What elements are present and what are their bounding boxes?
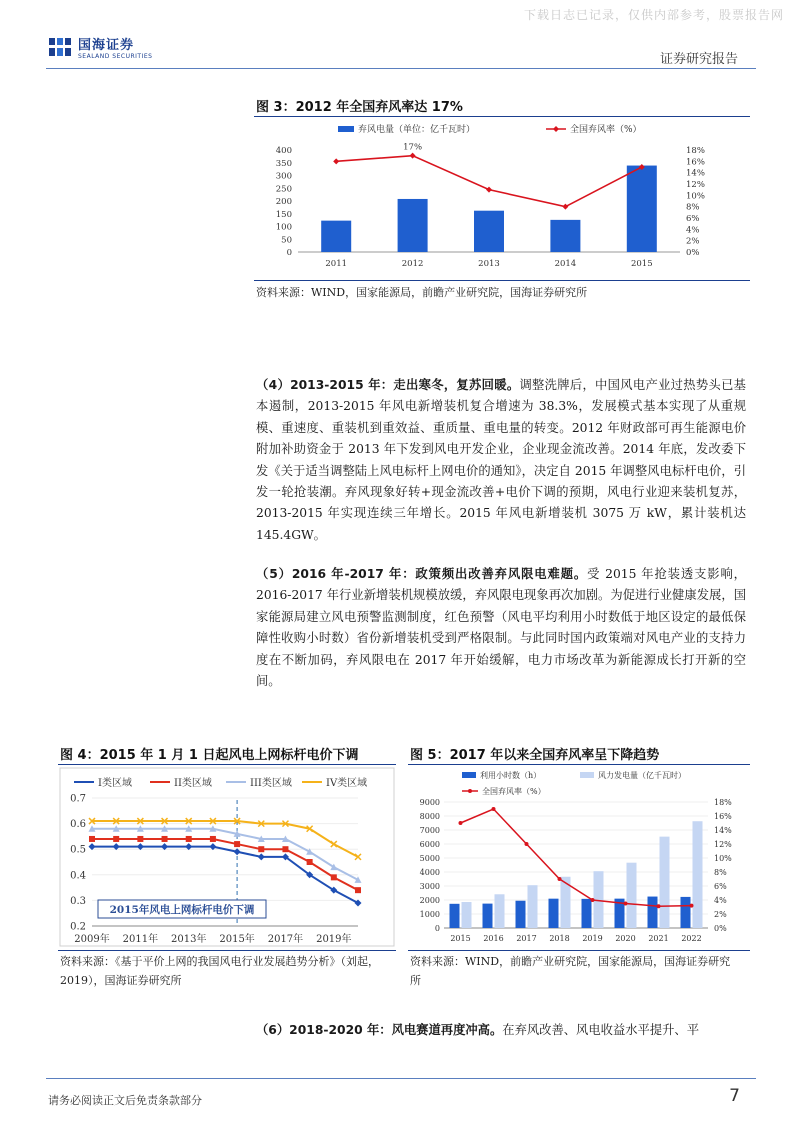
series-line-3 xyxy=(92,829,358,880)
x-tick-label: 2011 xyxy=(325,259,348,269)
x-tick-label: 2017 xyxy=(516,934,537,943)
x-tick-label: 2018 xyxy=(549,934,570,943)
bar-2015 xyxy=(627,166,657,252)
y-tick-label: 0.5 xyxy=(70,844,86,856)
x-tick-label: 2016 xyxy=(483,934,504,943)
x-tick-label: 2012 xyxy=(401,259,424,269)
left-tick-label: 300 xyxy=(275,171,292,182)
legend-label-2: II类区域 xyxy=(174,778,212,789)
right-tick-label: 4% xyxy=(686,225,700,236)
figure3-chart xyxy=(256,118,748,278)
y-tick-label: 0.7 xyxy=(70,793,86,805)
right-tick-label: 6% xyxy=(714,882,727,891)
company-logo xyxy=(48,30,168,64)
watermark: 下载日志已记录，仅供内部参考，股票报告网 xyxy=(523,8,784,22)
left-tick-label: 0 xyxy=(434,924,440,933)
legend-bar-label: 弃风电量（单位：亿千瓦时） xyxy=(358,125,476,135)
generation-bar-2017 xyxy=(528,885,538,928)
series-2-point xyxy=(113,836,119,842)
page-number: 7 xyxy=(729,1086,740,1106)
x-tick-label: 2022 xyxy=(681,934,702,943)
hours-bar-2015 xyxy=(450,904,460,928)
right-tick-label: 8% xyxy=(686,202,700,213)
bar-2013 xyxy=(474,211,504,252)
footer-divider xyxy=(46,1078,756,1079)
x-tick-label: 2020 xyxy=(615,934,636,943)
report-type: 证券研究报告 xyxy=(659,52,738,67)
rate-point-2020 xyxy=(624,902,628,906)
figure5-chart xyxy=(408,766,750,948)
rate-point-2017 xyxy=(525,842,529,846)
legend-bar-swatch xyxy=(338,126,354,132)
legend-label-3: III类区域 xyxy=(250,778,292,789)
right-tick-label: 10% xyxy=(714,854,732,863)
right-tick-label: 14% xyxy=(714,826,732,835)
left-tick-label: 350 xyxy=(275,158,292,169)
rate-point-2015 xyxy=(459,821,463,825)
right-tick-label: 12% xyxy=(714,840,732,849)
x-tick-label: 2013 xyxy=(478,259,500,269)
peak-label: 17% xyxy=(403,142,423,153)
left-tick-label: 50 xyxy=(281,235,292,246)
left-tick-label: 7000 xyxy=(419,826,440,835)
x-tick-label: 2017年 xyxy=(267,934,304,945)
curtailment-rate-line xyxy=(336,156,642,207)
left-tick-label: 8000 xyxy=(419,812,440,821)
left-tick-label: 4000 xyxy=(419,868,440,877)
left-tick-label: 400 xyxy=(275,146,292,156)
left-tick-label: 150 xyxy=(275,209,292,220)
rate-point-2016 xyxy=(492,807,496,811)
right-tick-label: 0% xyxy=(686,248,700,258)
legend-line-marker xyxy=(553,126,559,132)
logo-icon xyxy=(48,35,74,59)
y-tick-label: 0.2 xyxy=(70,921,86,933)
hours-bar-2021 xyxy=(648,897,658,928)
series-2-point xyxy=(307,859,313,865)
left-tick-label: 5000 xyxy=(419,854,440,863)
right-tick-label: 16% xyxy=(714,812,732,821)
x-tick-label: 2015年 xyxy=(219,934,255,945)
right-tick-label: 12% xyxy=(686,180,705,190)
generation-bar-2020 xyxy=(627,863,637,928)
x-tick-label: 2021 xyxy=(648,934,669,943)
series-2-point xyxy=(355,887,361,893)
bar-2011 xyxy=(321,221,351,252)
left-tick-label: 2000 xyxy=(419,896,440,905)
line-point-2011 xyxy=(333,158,339,164)
chart-frame xyxy=(60,768,394,946)
right-tick-label: 0% xyxy=(714,924,727,933)
section-4-heading: （4）2013-2015 年：走出寒冬，复苏回暖。 xyxy=(256,378,520,392)
bar-2012 xyxy=(398,199,428,252)
figure5-source: 资料来源：WIND，前瞻产业研究院，国家能源局，国海证券研究所 xyxy=(410,955,731,987)
figure5-title: 图 5：2017 年以来全国弃风率呈下降趋势 xyxy=(410,748,660,763)
hours-bar-2019 xyxy=(582,899,592,928)
generation-bar-2016 xyxy=(495,894,505,928)
left-tick-label: 3000 xyxy=(419,882,440,891)
section-4-body: 调整洗牌后，中国风电产业过热势头已基本遏制，2013-2015 年风电新增装机复合增速为 38.3%，发展模式基本实现了从重规模、重速度、重装机到重效益、重质量、重电量的转变。2012 年财政部可再生能源电价附加补助资金于 2013 年下发到风电开发企业，企业现金流改善。2014 年底，发改委下发《关于适当调整陆上风电标杆上网电价的通知》，决定自 2015 年调整风电标杆电价，引发一轮抢装潮。弃风现象好转+现金流改善+电价下调的预期，风电行业迎来装机复苏，2013-2015 年实现连续三年增长。2015 年风电新增装机 3075 万 kW，累计装机达 145.4GW。 xyxy=(256,378,746,542)
series-2-point xyxy=(282,846,288,852)
left-tick-label: 0 xyxy=(286,248,292,258)
y-tick-label: 0.3 xyxy=(70,895,86,907)
right-tick-label: 2% xyxy=(686,236,700,247)
right-tick-label: 14% xyxy=(686,168,705,179)
logo-name-cn: 国海证券 xyxy=(78,38,135,53)
section-6-heading: （6）2018-2020 年：风电赛道再度冲高。 xyxy=(256,1023,503,1037)
rate-point-2022 xyxy=(690,904,694,908)
x-tick-label: 2015 xyxy=(630,259,653,269)
right-tick-label: 16% xyxy=(686,157,705,168)
legend-generation-swatch xyxy=(580,772,594,778)
logo-name-en: SEALAND SECURITIES xyxy=(78,53,153,60)
x-tick-label: 2014 xyxy=(554,259,577,269)
hours-bar-2018 xyxy=(549,899,559,928)
rate-point-2021 xyxy=(657,904,661,908)
figure3-rule-top xyxy=(254,116,750,117)
figure3-source: 资料来源：WIND，国家能源局，前瞻产业研究院，国海证券研究所 xyxy=(256,286,588,299)
section-6-paragraph xyxy=(256,1020,746,1041)
legend-label-1: I类区域 xyxy=(98,778,132,789)
x-tick-label: 2015 xyxy=(450,934,471,943)
rate-point-2018 xyxy=(558,877,562,881)
y-tick-label: 0.4 xyxy=(70,870,86,882)
right-tick-label: 18% xyxy=(714,798,732,807)
right-tick-label: 10% xyxy=(686,191,705,202)
series-2-point xyxy=(210,836,216,842)
figure4-rule-bottom xyxy=(58,950,396,951)
generation-bar-2022 xyxy=(693,821,703,928)
left-tick-label: 200 xyxy=(275,197,292,207)
left-tick-label: 250 xyxy=(275,184,292,195)
section-5-heading: （5）2016 年-2017 年：政策频出改善弃风限电难题。 xyxy=(256,567,588,581)
hours-bar-2022 xyxy=(681,897,691,928)
series-2-point xyxy=(89,836,95,842)
x-tick-label: 2019年 xyxy=(316,934,352,945)
x-tick-label: 2011年 xyxy=(122,934,159,945)
series-2-point xyxy=(186,836,192,842)
legend-line-label: 全国弃风率（%） xyxy=(570,125,642,135)
right-tick-label: 2% xyxy=(714,910,727,919)
figure3-title: 图 3：2012 年全国弃风率达 17% xyxy=(256,100,463,115)
left-tick-label: 6000 xyxy=(419,840,440,849)
hours-bar-2016 xyxy=(483,904,493,928)
section-4-paragraph xyxy=(256,375,746,546)
series-2-point xyxy=(162,836,168,842)
legend-hours-label: 利用小时数（h） xyxy=(480,771,542,780)
legend-rate-label: 全国弃风率（%） xyxy=(482,787,546,796)
figure3-rule-bottom xyxy=(254,280,750,281)
x-tick-label: 2013年 xyxy=(171,934,207,945)
annotation-text: 2015年风电上网标杆电价下调 xyxy=(109,904,255,916)
hours-bar-2017 xyxy=(516,901,526,928)
footer-disclaimer[interactable]: 请务必阅读正文后免责条款部分 xyxy=(48,1094,202,1107)
right-tick-label: 6% xyxy=(686,214,700,224)
legend-rate-marker xyxy=(468,789,472,793)
generation-bar-2021 xyxy=(660,837,670,928)
right-tick-label: 8% xyxy=(714,868,727,877)
figure5-rule-top xyxy=(408,764,750,765)
legend-generation-label: 风力发电量（亿千瓦时） xyxy=(598,771,686,780)
left-tick-label: 1000 xyxy=(419,910,440,919)
figure5-rule-bottom xyxy=(408,950,750,951)
figure4-title: 图 4：2015 年 1 月 1 日起风电上网标杆电价下调 xyxy=(60,748,359,763)
legend-label-4: IV类区域 xyxy=(326,778,368,789)
series-2-point xyxy=(234,841,240,847)
y-tick-label: 0.6 xyxy=(70,819,86,831)
figure4-chart xyxy=(58,766,396,948)
series-1-point xyxy=(258,853,265,860)
figure4-source: 资料来源：《基于平价上网的我国风电行业发展趋势分析》（刘起，2019），国海证券研究所 xyxy=(60,955,379,987)
right-tick-label: 18% xyxy=(686,146,705,156)
section-6-body: 在弃风改善、风电收益水平提升、平 xyxy=(502,1023,700,1037)
header-divider xyxy=(46,68,756,69)
x-tick-label: 2009年 xyxy=(74,934,110,945)
line-point-2012 xyxy=(410,153,416,159)
right-tick-label: 4% xyxy=(714,896,727,905)
section-5-paragraph xyxy=(256,564,746,692)
line-point-2013 xyxy=(486,187,492,193)
legend-hours-swatch xyxy=(462,772,476,778)
x-tick-label: 2019 xyxy=(582,934,603,943)
series-2-point xyxy=(137,836,143,842)
bar-2014 xyxy=(550,220,580,252)
left-tick-label: 9000 xyxy=(419,798,440,807)
left-tick-label: 100 xyxy=(275,222,292,233)
line-point-2014 xyxy=(562,204,568,210)
figure4-rule-top xyxy=(58,764,396,765)
series-2-point xyxy=(331,874,337,880)
section-5-body: 受 2015 年抢装透支影响，2016-2017 年行业新增装机规模放缓，弃风限电现象再次加剧。为促进行业健康发展，国家能源局建立风电预警监测制度，红色预警（风电平均利用小时数低于地区设定的最低保障性收购小时数）省份新增装机受到严格限制。与此同时国内政策端对风电产业的支持力度在不断加码，弃风限电在 2017 年开始缓解，电力市场改革为新能源成长打开新的空间。 xyxy=(256,567,746,689)
generation-bar-2015 xyxy=(462,902,472,928)
series-2-point xyxy=(258,846,264,852)
rate-point-2019 xyxy=(591,898,595,902)
